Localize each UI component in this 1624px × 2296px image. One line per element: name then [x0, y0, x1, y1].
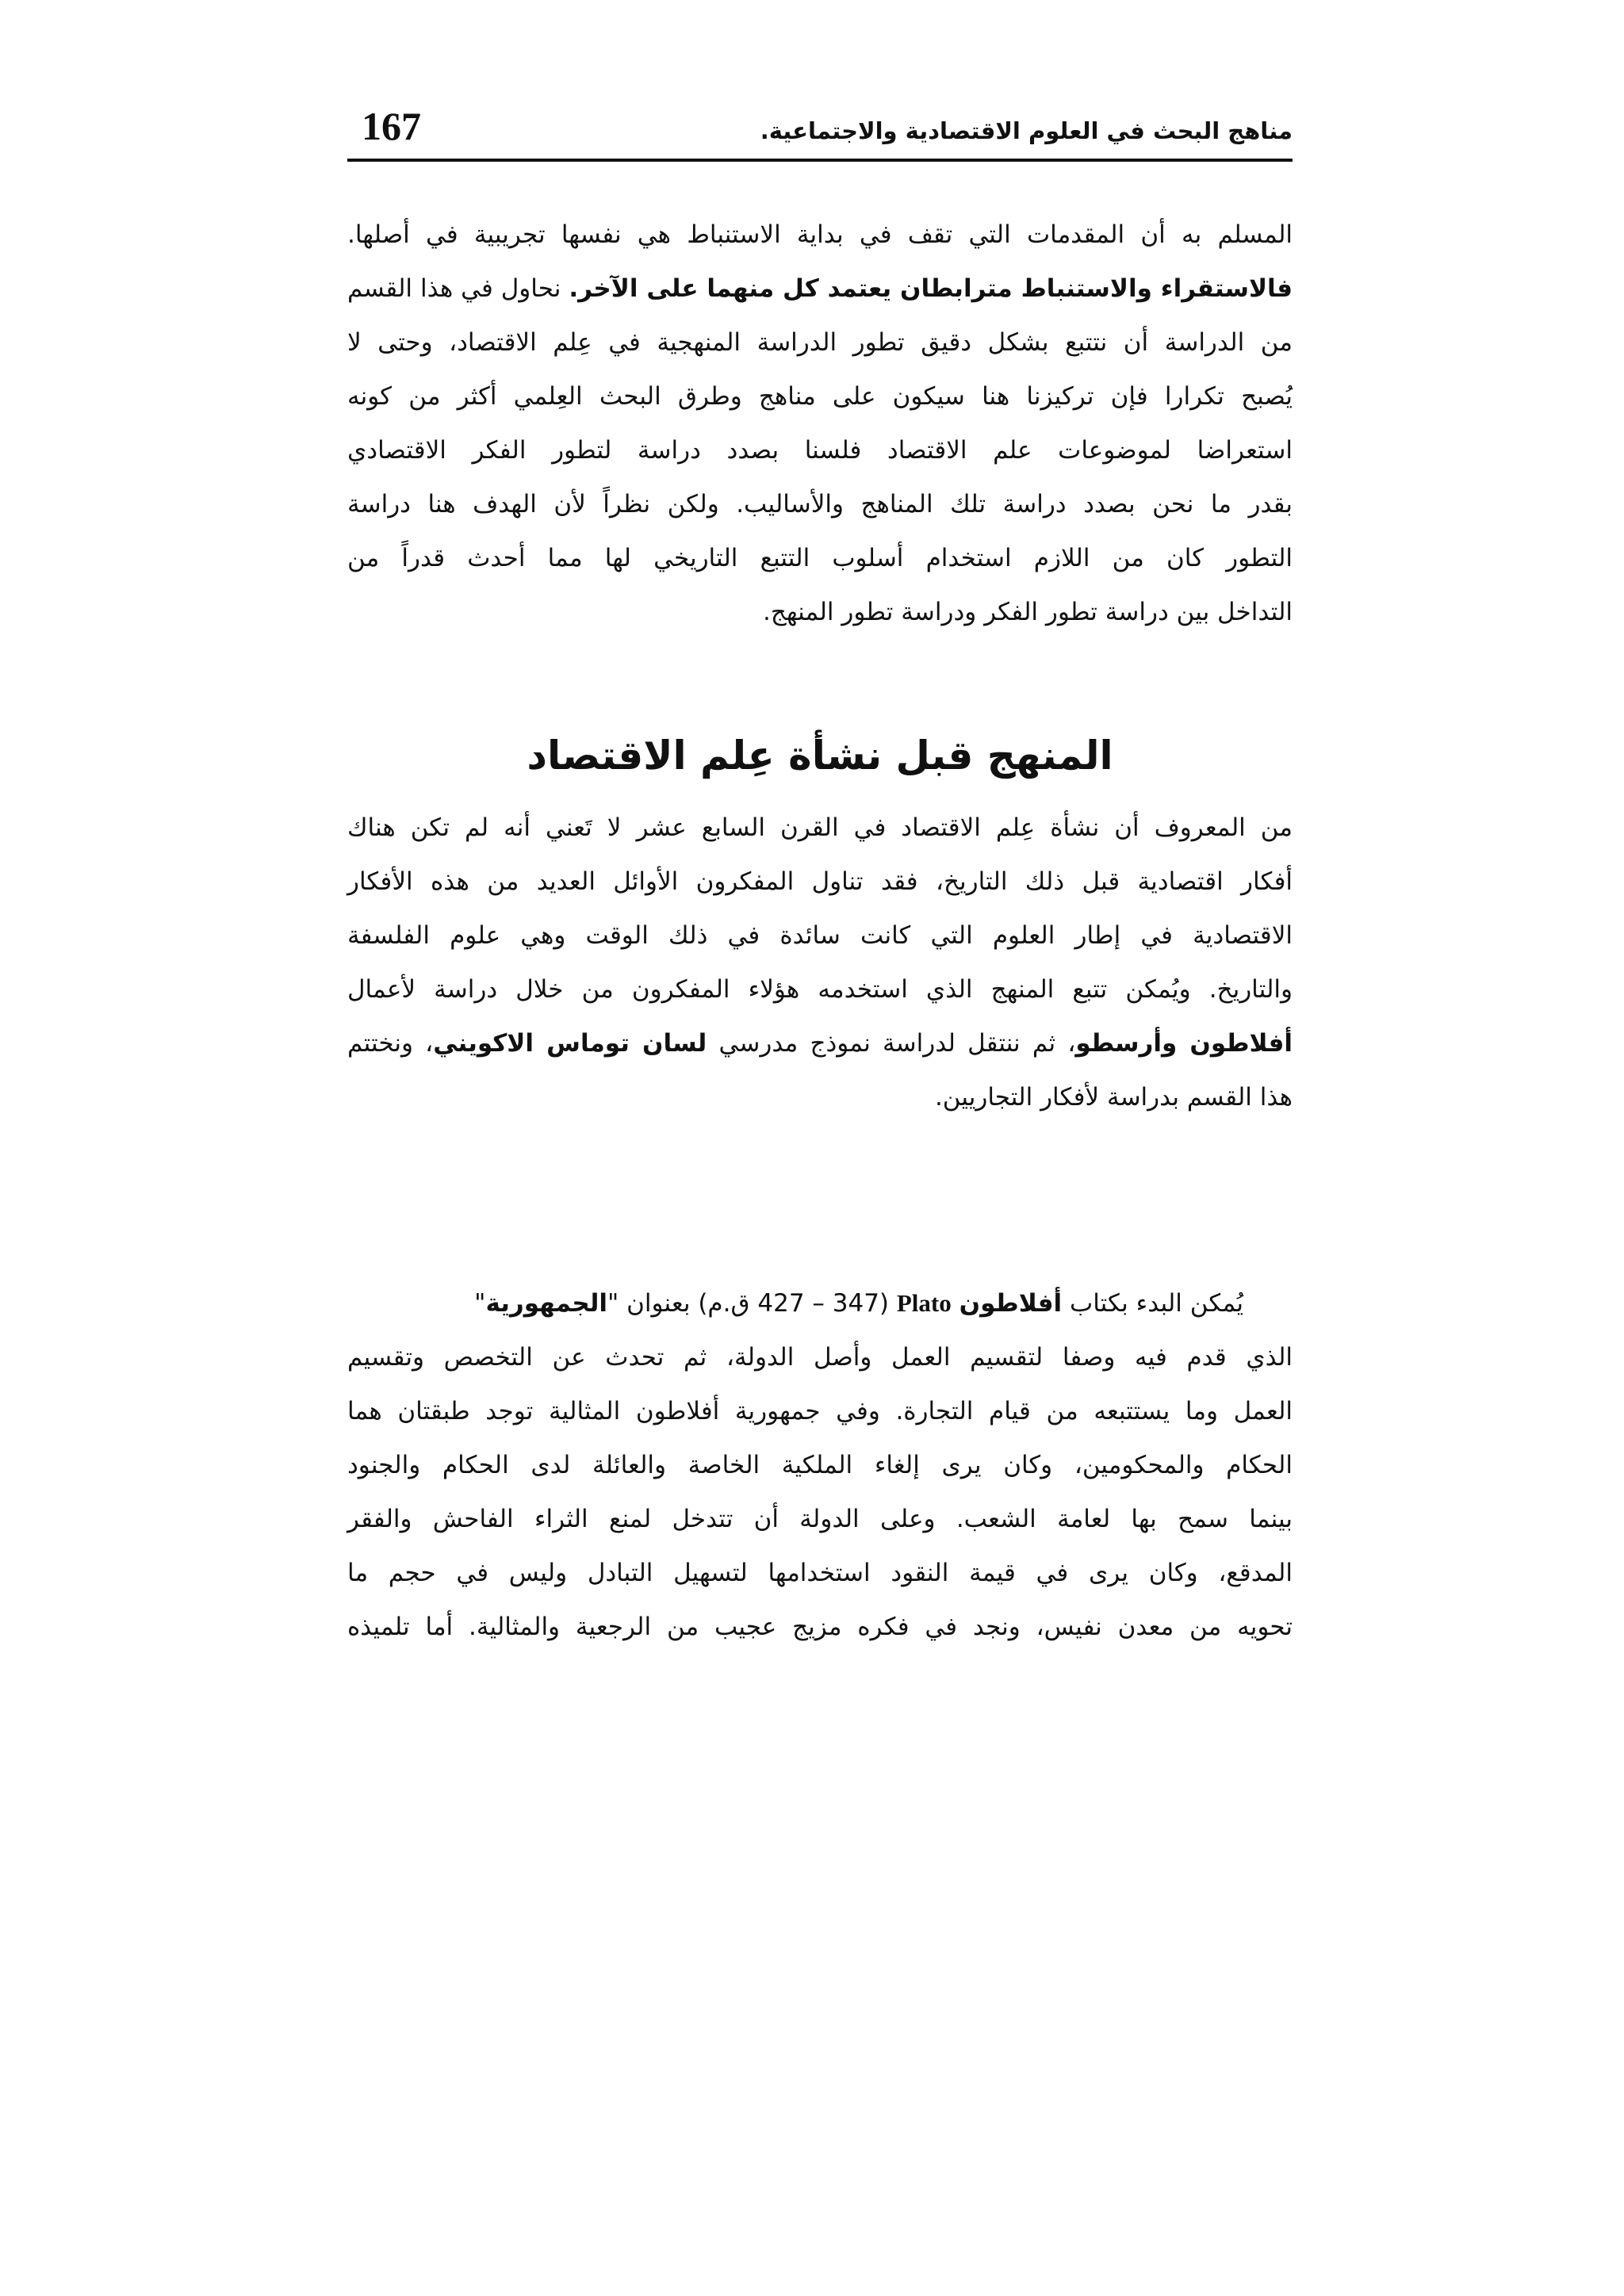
- text-fragment: نحاول في هذا القسم: [347, 274, 569, 303]
- text-line: التداخل بين دراسة تطور الفكر ودراسة تطور المنهج.: [763, 598, 1293, 626]
- text-fragment: يُمكن البدء بكتاب: [1062, 1289, 1243, 1318]
- bold-phrase: أفلاطون: [959, 1289, 1063, 1318]
- text-line: من الدراسة أن نتتبع بشكل دقيق تطور الدراسة المنهجية في عِلم الاقتصاد، وحتى لا: [347, 328, 1293, 357]
- latin-word: Plato: [896, 1289, 952, 1317]
- text-line: [347, 262, 1293, 316]
- paragraph-2: [347, 801, 1293, 1124]
- bold-phrase: لسان توماس الاكويني: [433, 1029, 707, 1058]
- text-line: التطور كان من اللازم استخدام أسلوب التتبع التاريخي لها مما أحدث قدراً من: [347, 544, 1293, 572]
- text-line: هذا القسم بدراسة لأفكار التجاريين.: [934, 1083, 1293, 1112]
- paragraph-3: [347, 1276, 1293, 1654]
- bold-phrase: أفلاطون وأرسطو: [1075, 1029, 1293, 1058]
- header-title: مناهج البحث في العلوم الاقتصادية والاجتماعية.: [760, 117, 1293, 144]
- text-line: والتاريخ. ويُمكن تتبع المنهج الذي استخدمه هؤلاء المفكرون من خلال دراسة لأعمال: [347, 975, 1293, 1004]
- text-line: بقدر ما نحن بصدد دراسة تلك المناهج والأساليب. ولكن نظراً لأن الهدف هنا دراسة: [347, 490, 1293, 519]
- section-heading: المنهج قبل نشأة عِلم الاقتصاد: [527, 733, 1113, 779]
- text-line: المسلم به أن المقدمات التي تقف في بداية الاستنباط هي نفسها تجريبية في أصلها.: [347, 220, 1293, 249]
- text-line: الحكام والمحكومين، وكان يرى إلغاء الملكية الخاصة والعائلة لدى الحكام والجنود: [347, 1451, 1293, 1479]
- text-line: الاقتصادية في إطار العلوم التي كانت سائدة في ذلك الوقت وهي علوم الفلسفة: [347, 921, 1293, 950]
- text-fragment: ، ثم ننتقل لدراسة نموذج مدرسي: [707, 1029, 1076, 1058]
- text-line: أفكار اقتصادية قبل ذلك التاريخ، فقد تناول المفكرون الأوائل العديد من هذه الأفكار: [347, 867, 1293, 896]
- text-line: من المعروف أن نشأة عِلم الاقتصاد في القرن السابع عشر لا تَعني أنه لم تكن هناك: [347, 813, 1293, 842]
- text-line: المدقع، وكان يرى في قيمة النقود استخدامها لتسهيل التبادل وليس في حجم ما: [347, 1559, 1293, 1587]
- text-fragment: ": [474, 1289, 486, 1318]
- page-number: 167: [362, 104, 421, 148]
- text-line: بينما سمح بها لعامة الشعب. وعلى الدولة أن تتدخل لمنع الثراء الفاحش والفقر: [347, 1505, 1293, 1533]
- paragraph-1: [347, 208, 1293, 639]
- text-line: الذي قدم فيه وصفا لتقسيم العمل وأصل الدولة، ثم تحدث عن التخصص وتقسيم: [347, 1343, 1293, 1372]
- text-fragment: ، ونختتم: [347, 1029, 434, 1058]
- running-header: [347, 103, 1293, 162]
- text-fragment: (427 – 347 ق.م) بعنوان ": [607, 1289, 897, 1318]
- bold-phrase: الجمهورية: [485, 1289, 608, 1318]
- text-line: استعراضا لموضوعات علم الاقتصاد فلسنا بصدد دراسة لتطور الفكر الاقتصادي: [347, 436, 1293, 465]
- text-line: تحويه من معدن نفيس، ونجد في فكره مزيج عجيب من الرجعية والمثالية. أما تلميذه: [347, 1613, 1293, 1641]
- text-line: [347, 1016, 1293, 1070]
- bold-phrase: فالاستقراء والاستنباط مترابطان يعتمد كل منهما على الآخر.: [569, 274, 1293, 303]
- text-line: العمل وما يستتبعه من قيام التجارة. وفي جمهورية أفلاطون المثالية توجد طبقتان هما: [347, 1397, 1293, 1425]
- text-line: [347, 1276, 1293, 1330]
- text-line: يُصبح تكرارا فإن تركيزنا هنا سيكون على مناهج وطرق البحث العِلمي أكثر من كونه: [347, 382, 1293, 411]
